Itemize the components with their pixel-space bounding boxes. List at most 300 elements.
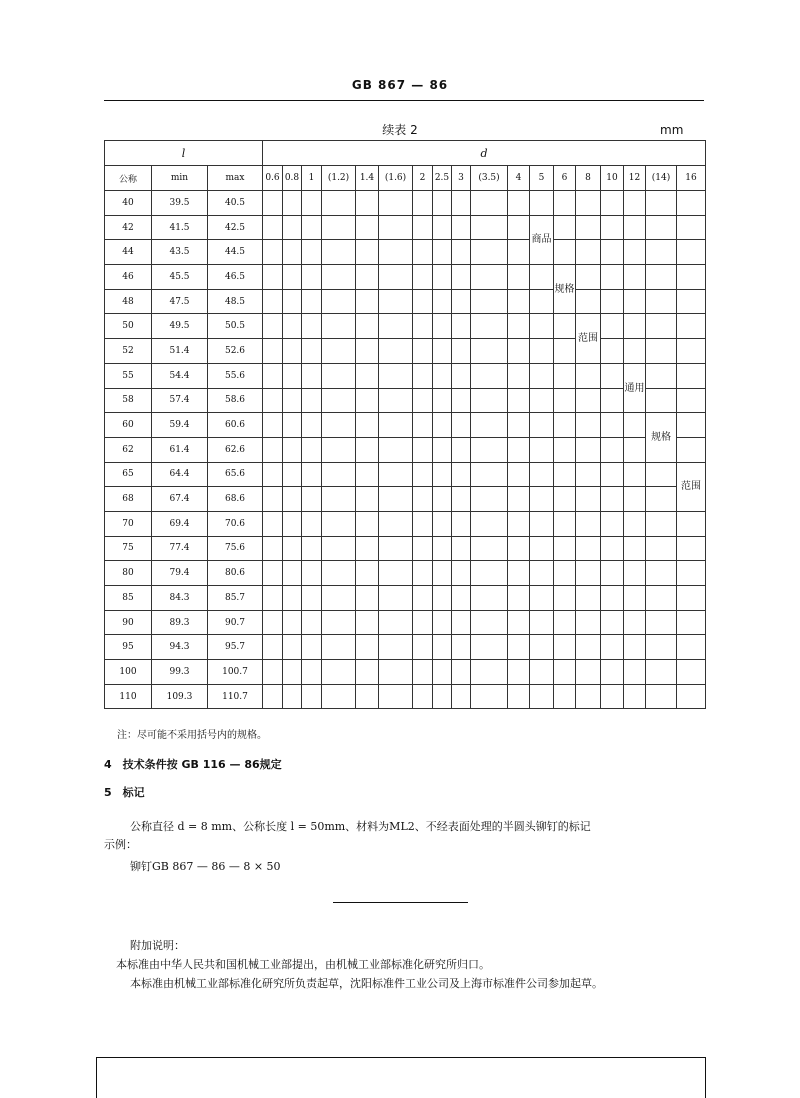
- grid-cell: [283, 289, 302, 314]
- grid-cell: [433, 314, 452, 339]
- grid-cell: [283, 314, 302, 339]
- grid-cell: [379, 536, 413, 561]
- grid-cell: [283, 462, 302, 487]
- table-row: [105, 660, 706, 685]
- grid-cell: [508, 363, 530, 388]
- range-label: 通用: [624, 363, 646, 412]
- d-value-header: (1.2): [322, 166, 356, 191]
- grid-cell: [554, 536, 576, 561]
- grid-cell: [646, 511, 677, 536]
- grid-cell: [601, 536, 624, 561]
- table-cell: 79.4: [152, 561, 208, 586]
- grid-cell: [530, 684, 554, 709]
- grid-cell: [601, 610, 624, 635]
- grid-cell: [452, 240, 471, 265]
- grid-cell: [471, 363, 508, 388]
- grid-cell: [263, 684, 283, 709]
- grid-cell: [356, 215, 379, 240]
- spec-table-container: [104, 140, 706, 709]
- table-cell: 46: [105, 265, 152, 290]
- grid-cell: [283, 511, 302, 536]
- grid-cell: [677, 215, 706, 240]
- grid-cell: [452, 462, 471, 487]
- grid-cell: [379, 363, 413, 388]
- grid-cell: [452, 684, 471, 709]
- grid-cell: [554, 413, 576, 438]
- grid-cell: [379, 462, 413, 487]
- table-row: [105, 388, 706, 413]
- grid-cell: [601, 363, 624, 388]
- grid-cell: [646, 363, 677, 388]
- table-cell: 70: [105, 511, 152, 536]
- grid-cell: [322, 586, 356, 611]
- grid-cell: [356, 388, 379, 413]
- grid-cell: [302, 586, 322, 611]
- grid-cell: [413, 684, 433, 709]
- grid-cell: [530, 511, 554, 536]
- grid-cell: [646, 561, 677, 586]
- grid-cell: [576, 487, 601, 512]
- table-cell: 60: [105, 413, 152, 438]
- grid-cell: [624, 635, 646, 660]
- grid-cell: [413, 660, 433, 685]
- grid-cell: [624, 487, 646, 512]
- grid-cell: [322, 363, 356, 388]
- grid-cell: [322, 635, 356, 660]
- d-value-header: 1: [302, 166, 322, 191]
- grid-cell: [677, 314, 706, 339]
- table-cell: 99.3: [152, 660, 208, 685]
- grid-cell: [379, 511, 413, 536]
- grid-cell: [576, 610, 601, 635]
- grid-cell: [471, 240, 508, 265]
- grid-cell: [554, 487, 576, 512]
- grid-cell: [530, 363, 554, 388]
- table-row: [105, 413, 706, 438]
- grid-cell: [283, 660, 302, 685]
- range-label: 商品: [530, 215, 554, 264]
- table-caption: 续表 2: [382, 123, 418, 137]
- standard-header: GB 867 — 86: [351, 78, 449, 92]
- grid-cell: [624, 660, 646, 685]
- grid-cell: [576, 586, 601, 611]
- grid-cell: [433, 215, 452, 240]
- grid-cell: [302, 487, 322, 512]
- grid-cell: [508, 437, 530, 462]
- grid-cell: [263, 265, 283, 290]
- grid-cell: [379, 314, 413, 339]
- grid-cell: [356, 610, 379, 635]
- grid-cell: [576, 511, 601, 536]
- grid-cell: [433, 191, 452, 216]
- grid-cell: [554, 610, 576, 635]
- grid-cell: [576, 561, 601, 586]
- grid-cell: [554, 388, 576, 413]
- grid-cell: [624, 561, 646, 586]
- table-cell: 42.5: [208, 215, 263, 240]
- table-cell: 41.5: [152, 215, 208, 240]
- grid-cell: [646, 191, 677, 216]
- table-cell: 75.6: [208, 536, 263, 561]
- grid-cell: [554, 684, 576, 709]
- grid-cell: [677, 610, 706, 635]
- table-row: [105, 363, 706, 388]
- grid-cell: [452, 289, 471, 314]
- grid-cell: [601, 635, 624, 660]
- table-cell: 58: [105, 388, 152, 413]
- grid-cell: [356, 191, 379, 216]
- grid-cell: [322, 437, 356, 462]
- table-cell: 60.6: [208, 413, 263, 438]
- grid-cell: [677, 437, 706, 462]
- grid-cell: [413, 487, 433, 512]
- table-cell: 77.4: [152, 536, 208, 561]
- grid-cell: [263, 511, 283, 536]
- table-row: [105, 240, 706, 265]
- grid-cell: [530, 339, 554, 364]
- grid-cell: [413, 511, 433, 536]
- grid-cell: [471, 487, 508, 512]
- grid-cell: [471, 561, 508, 586]
- grid-cell: [322, 413, 356, 438]
- grid-cell: [624, 191, 646, 216]
- grid-cell: [576, 191, 601, 216]
- range-label: 范围: [677, 462, 706, 511]
- grid-cell: [508, 487, 530, 512]
- table-cell: 64.4: [152, 462, 208, 487]
- grid-cell: [646, 215, 677, 240]
- grid-cell: [554, 462, 576, 487]
- range-label: 规格: [646, 413, 677, 462]
- additional-note-1: 本标准由中华人民共和国机械工业部提出，由机械工业部标准化研究所归口。: [116, 958, 490, 971]
- grid-cell: [508, 511, 530, 536]
- grid-cell: [530, 191, 554, 216]
- grid-cell: [646, 610, 677, 635]
- grid-cell: [452, 314, 471, 339]
- grid-cell: [530, 437, 554, 462]
- grid-cell: [452, 191, 471, 216]
- table-cell: 68.6: [208, 487, 263, 512]
- table-cell: 62: [105, 437, 152, 462]
- d-value-header: 3: [452, 166, 471, 191]
- grid-cell: [471, 289, 508, 314]
- grid-cell: [356, 240, 379, 265]
- grid-cell: [471, 191, 508, 216]
- d-value-header: 6: [554, 166, 576, 191]
- table-cell: 84.3: [152, 586, 208, 611]
- grid-cell: [601, 413, 624, 438]
- grid-cell: [624, 413, 646, 438]
- grid-cell: [530, 265, 554, 290]
- grid-cell: [322, 388, 356, 413]
- d-value-header: 8: [576, 166, 601, 191]
- grid-cell: [263, 660, 283, 685]
- grid-cell: [471, 635, 508, 660]
- grid-cell: [601, 191, 624, 216]
- grid-cell: [576, 388, 601, 413]
- grid-cell: [322, 610, 356, 635]
- grid-cell: [452, 660, 471, 685]
- table-cell: 90: [105, 610, 152, 635]
- d-value-header: 4: [508, 166, 530, 191]
- grid-cell: [283, 536, 302, 561]
- grid-cell: [508, 660, 530, 685]
- column-header: max: [208, 166, 263, 191]
- grid-cell: [508, 610, 530, 635]
- grid-cell: [601, 388, 624, 413]
- grid-cell: [646, 635, 677, 660]
- grid-cell: [646, 265, 677, 290]
- grid-cell: [433, 363, 452, 388]
- section-4-heading: 4 技术条件按 GB 116 — 86规定: [104, 758, 282, 771]
- grid-cell: [677, 339, 706, 364]
- grid-cell: [554, 635, 576, 660]
- grid-cell: [263, 339, 283, 364]
- grid-cell: [624, 437, 646, 462]
- grid-cell: [302, 413, 322, 438]
- grid-cell: [576, 265, 601, 290]
- table-cell: 95.7: [208, 635, 263, 660]
- table-row: [105, 314, 706, 339]
- grid-cell: [624, 462, 646, 487]
- grid-cell: [452, 339, 471, 364]
- grid-cell: [413, 462, 433, 487]
- table-cell: 43.5: [152, 240, 208, 265]
- table-cell: 54.4: [152, 363, 208, 388]
- table-cell: 80: [105, 561, 152, 586]
- grid-cell: [263, 561, 283, 586]
- grid-cell: [413, 413, 433, 438]
- table-cell: 68: [105, 487, 152, 512]
- grid-cell: [576, 289, 601, 314]
- grid-cell: [302, 536, 322, 561]
- grid-cell: [624, 684, 646, 709]
- grid-cell: [433, 660, 452, 685]
- grid-cell: [356, 586, 379, 611]
- grid-cell: [677, 511, 706, 536]
- table-row: [105, 635, 706, 660]
- grid-cell: [471, 265, 508, 290]
- grid-cell: [433, 610, 452, 635]
- grid-cell: [379, 660, 413, 685]
- additional-notes-title: 附加说明：: [130, 939, 185, 952]
- grid-cell: [471, 437, 508, 462]
- grid-cell: [576, 363, 601, 388]
- grid-cell: [356, 561, 379, 586]
- grid-cell: [379, 191, 413, 216]
- section-5-heading: 5 标记: [104, 786, 145, 799]
- grid-cell: [471, 660, 508, 685]
- grid-cell: [508, 215, 530, 240]
- grid-cell: [471, 413, 508, 438]
- grid-cell: [322, 684, 356, 709]
- grid-cell: [601, 265, 624, 290]
- grid-cell: [433, 487, 452, 512]
- bottom-frame: [96, 1057, 706, 1098]
- grid-cell: [379, 240, 413, 265]
- range-label: 范围: [576, 314, 601, 363]
- d-value-header: 2: [413, 166, 433, 191]
- table-cell: 55: [105, 363, 152, 388]
- table-cell: 57.4: [152, 388, 208, 413]
- grid-cell: [508, 561, 530, 586]
- grid-cell: [471, 610, 508, 635]
- d-value-header: 16: [677, 166, 706, 191]
- grid-cell: [379, 265, 413, 290]
- grid-cell: [624, 265, 646, 290]
- grid-cell: [646, 339, 677, 364]
- table-note: 注：尽可能不采用括号内的规格。: [117, 730, 267, 741]
- grid-cell: [413, 437, 433, 462]
- grid-cell: [452, 586, 471, 611]
- grid-cell: [624, 610, 646, 635]
- d-value-header: 12: [624, 166, 646, 191]
- grid-cell: [471, 586, 508, 611]
- grid-cell: [554, 191, 576, 216]
- grid-cell: [379, 413, 413, 438]
- grid-cell: [379, 684, 413, 709]
- grid-cell: [530, 561, 554, 586]
- grid-cell: [601, 314, 624, 339]
- grid-cell: [554, 511, 576, 536]
- grid-cell: [322, 536, 356, 561]
- grid-cell: [530, 586, 554, 611]
- grid-cell: [576, 660, 601, 685]
- grid-cell: [413, 265, 433, 290]
- grid-cell: [263, 413, 283, 438]
- grid-cell: [356, 660, 379, 685]
- l-header: l: [105, 141, 263, 166]
- table-row: [105, 437, 706, 462]
- grid-cell: [379, 610, 413, 635]
- grid-cell: [283, 215, 302, 240]
- table-row: [105, 289, 706, 314]
- grid-cell: [677, 363, 706, 388]
- grid-cell: [263, 363, 283, 388]
- grid-cell: [263, 487, 283, 512]
- table-cell: 85.7: [208, 586, 263, 611]
- grid-cell: [508, 413, 530, 438]
- grid-cell: [452, 265, 471, 290]
- table-cell: 50.5: [208, 314, 263, 339]
- grid-cell: [646, 314, 677, 339]
- grid-cell: [554, 339, 576, 364]
- grid-cell: [263, 437, 283, 462]
- grid-cell: [554, 586, 576, 611]
- grid-cell: [263, 635, 283, 660]
- grid-cell: [433, 586, 452, 611]
- grid-cell: [452, 635, 471, 660]
- grid-cell: [283, 240, 302, 265]
- grid-cell: [624, 215, 646, 240]
- table-cell: 58.6: [208, 388, 263, 413]
- grid-cell: [530, 610, 554, 635]
- grid-cell: [624, 240, 646, 265]
- grid-cell: [379, 635, 413, 660]
- grid-cell: [322, 462, 356, 487]
- grid-cell: [677, 561, 706, 586]
- grid-cell: [530, 536, 554, 561]
- grid-cell: [677, 265, 706, 290]
- grid-cell: [646, 536, 677, 561]
- grid-cell: [576, 240, 601, 265]
- grid-cell: [379, 289, 413, 314]
- grid-cell: [554, 363, 576, 388]
- table-cell: 70.6: [208, 511, 263, 536]
- table-cell: 49.5: [152, 314, 208, 339]
- table-cell: 75: [105, 536, 152, 561]
- grid-cell: [302, 240, 322, 265]
- grid-cell: [601, 684, 624, 709]
- grid-cell: [263, 215, 283, 240]
- grid-cell: [530, 635, 554, 660]
- table-cell: 47.5: [152, 289, 208, 314]
- grid-cell: [356, 511, 379, 536]
- grid-cell: [508, 314, 530, 339]
- grid-cell: [322, 660, 356, 685]
- grid-cell: [508, 462, 530, 487]
- column-header: min: [152, 166, 208, 191]
- grid-cell: [452, 487, 471, 512]
- table-cell: 59.4: [152, 413, 208, 438]
- grid-cell: [576, 413, 601, 438]
- grid-cell: [601, 586, 624, 611]
- table-cell: 40.5: [208, 191, 263, 216]
- grid-cell: [302, 437, 322, 462]
- column-header: 公称: [105, 166, 152, 191]
- grid-cell: [263, 610, 283, 635]
- grid-cell: [413, 215, 433, 240]
- grid-cell: [302, 660, 322, 685]
- grid-cell: [433, 413, 452, 438]
- grid-cell: [322, 314, 356, 339]
- grid-cell: [576, 215, 601, 240]
- table-cell: 62.6: [208, 437, 263, 462]
- grid-cell: [263, 388, 283, 413]
- table-cell: 44.5: [208, 240, 263, 265]
- table-row: [105, 191, 706, 216]
- table-cell: 51.4: [152, 339, 208, 364]
- grid-cell: [677, 240, 706, 265]
- grid-cell: [283, 265, 302, 290]
- table-cell: 50: [105, 314, 152, 339]
- grid-cell: [530, 413, 554, 438]
- grid-cell: [677, 191, 706, 216]
- grid-cell: [576, 684, 601, 709]
- grid-cell: [471, 215, 508, 240]
- grid-cell: [413, 388, 433, 413]
- grid-cell: [646, 240, 677, 265]
- table-cell: 44: [105, 240, 152, 265]
- grid-cell: [601, 660, 624, 685]
- grid-cell: [624, 536, 646, 561]
- table-cell: 48.5: [208, 289, 263, 314]
- grid-cell: [452, 413, 471, 438]
- grid-cell: [433, 536, 452, 561]
- d-value-header: 0.6: [263, 166, 283, 191]
- grid-cell: [601, 462, 624, 487]
- grid-cell: [508, 339, 530, 364]
- grid-cell: [601, 289, 624, 314]
- grid-cell: [322, 487, 356, 512]
- grid-cell: [302, 314, 322, 339]
- grid-cell: [508, 635, 530, 660]
- table-row: [105, 215, 706, 240]
- grid-cell: [576, 635, 601, 660]
- grid-cell: [471, 314, 508, 339]
- grid-cell: [601, 487, 624, 512]
- grid-cell: [677, 289, 706, 314]
